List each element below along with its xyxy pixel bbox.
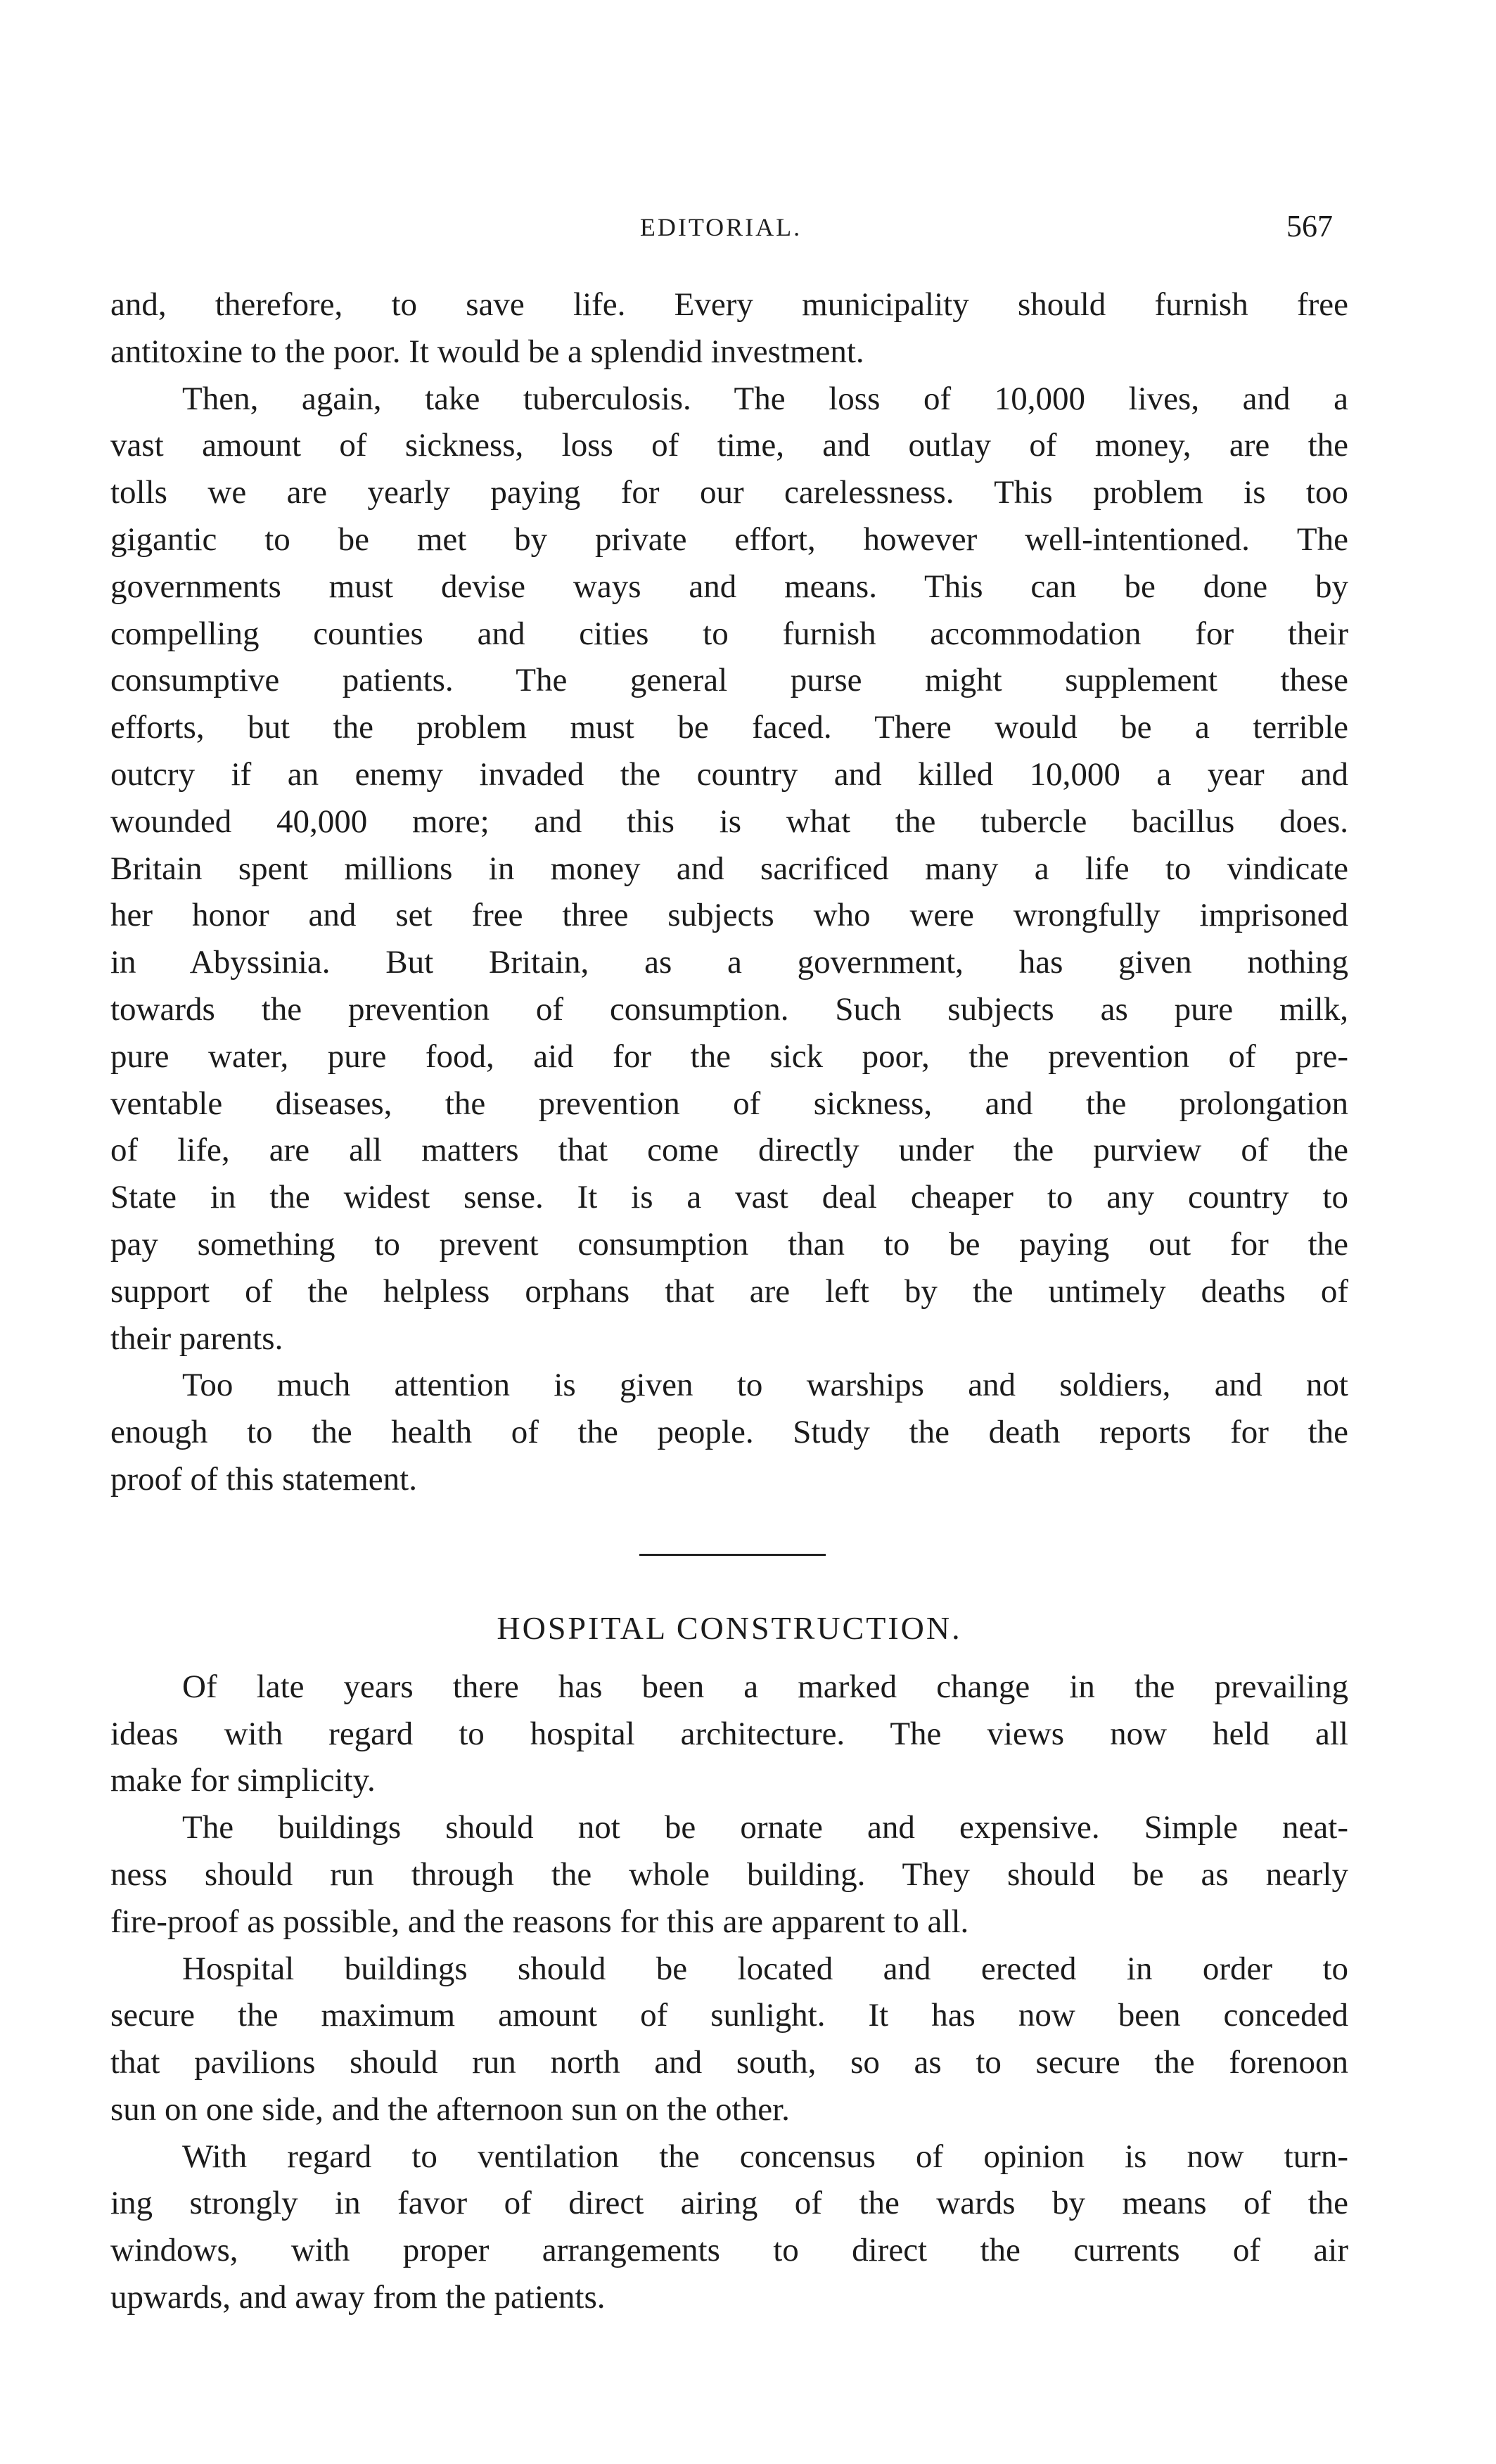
divider-rule [639,1554,826,1556]
text-line: With regard to ventilation the concensus of opinion is now turn- [182,2138,1348,2175]
text-line: outcry if an enemy invaded the country and killed 10,000 a year and [110,755,1348,793]
text-line: windows, with proper arrangements to direct the currents of air [110,2232,1348,2269]
text-line: compelling counties and cities to furnish accommodation for their [110,615,1348,652]
text-line: towards the prevention of consumption. Such subjects as pure milk, [110,990,1348,1028]
text-line: Then, again, take tuberculosis. The loss of 10,000 lives, and a [182,380,1348,417]
text-line: Britain spent millions in money and sacrificed many a life to vindicate [110,850,1348,887]
text-line: support of the helpless orphans that are left by the untimely deaths of [110,1272,1348,1310]
running-head [109,208,1333,250]
text-line: enough to the health of the people. Study the death reports for the [110,1414,1348,1451]
text-line: pay something to prevent consumption than to be paying out for the [110,1225,1348,1263]
text-line: pure water, pure food, aid for the sick poor, the prevention of pre- [110,1038,1348,1075]
text-line: of life, are all matters that come directly under the purview of the [110,1132,1348,1169]
text-line: her honor and set free three subjects who were wrongfully imprisoned [110,897,1348,934]
text-line: make for simplicity. [110,1762,376,1799]
text-line: upwards, and away from the patients. [110,2279,606,2316]
text-line: fire-proof as possible, and the reasons for this are apparent to all. [110,1903,969,1940]
text-line: ideas with regard to hospital architecture. The views now held all [110,1715,1348,1752]
text-line: proof of this statement. [110,1460,417,1498]
text-line: governments must devise ways and means. This can be done by [110,568,1348,605]
page-number: 567 [1286,209,1333,243]
section-heading: HOSPITAL CONSTRUCTION. [497,1609,962,1646]
running-title: EDITORIAL. [639,213,803,241]
text-line: gigantic to be met by private effort, however well-intentioned. The [110,521,1348,558]
text-line: ventable diseases, the prevention of sickness, and the prolongation [110,1085,1348,1122]
text-line: State in the widest sense. It is a vast deal cheaper to any country to [110,1179,1348,1216]
text-line: sun on one side, and the afternoon sun on the other. [110,2090,790,2128]
text-line: Too much attention is given to warships and soldiers, and not [182,1367,1348,1404]
text-line: efforts, but the problem must be faced. There would be a terrible [110,709,1348,746]
text-line: in Abyssinia. But Britain, as a government, has given nothing [110,944,1348,981]
text-line: The buildings should not be ornate and expensive. Simple neat- [182,1809,1348,1846]
text-line: that pavilions should run north and south, so as to secure the forenoon [110,2044,1348,2081]
text-line: their parents. [110,1320,283,1357]
text-line: ing strongly in favor of direct airing of the wards by means of the [110,2185,1348,2222]
text-line: antitoxine to the poor. It would be a splendid investment. [110,333,864,370]
text-line: tolls we are yearly paying for our carelessness. This problem is too [110,474,1348,511]
text-line: and, therefore, to save life. Every municipality should furnish free [110,286,1348,323]
text-line: vast amount of sickness, loss of time, and outlay of money, are the [110,427,1348,464]
section-divider [110,1503,1348,1593]
text-line: Hospital buildings should be located and erected in order to [182,1950,1348,1987]
text-line: secure the maximum amount of sunlight. It has now been conceded [110,1997,1348,2034]
text-line: wounded 40,000 more; and this is what the tubercle bacillus does. [110,803,1348,840]
text-line: Of late years there has been a marked change in the prevailing [182,1668,1348,1705]
body-text [110,281,1348,2321]
text-line: consumptive patients. The general purse might supplement these [110,662,1348,699]
text-line: ness should run through the whole building. They should be as nearly [110,1856,1348,1893]
